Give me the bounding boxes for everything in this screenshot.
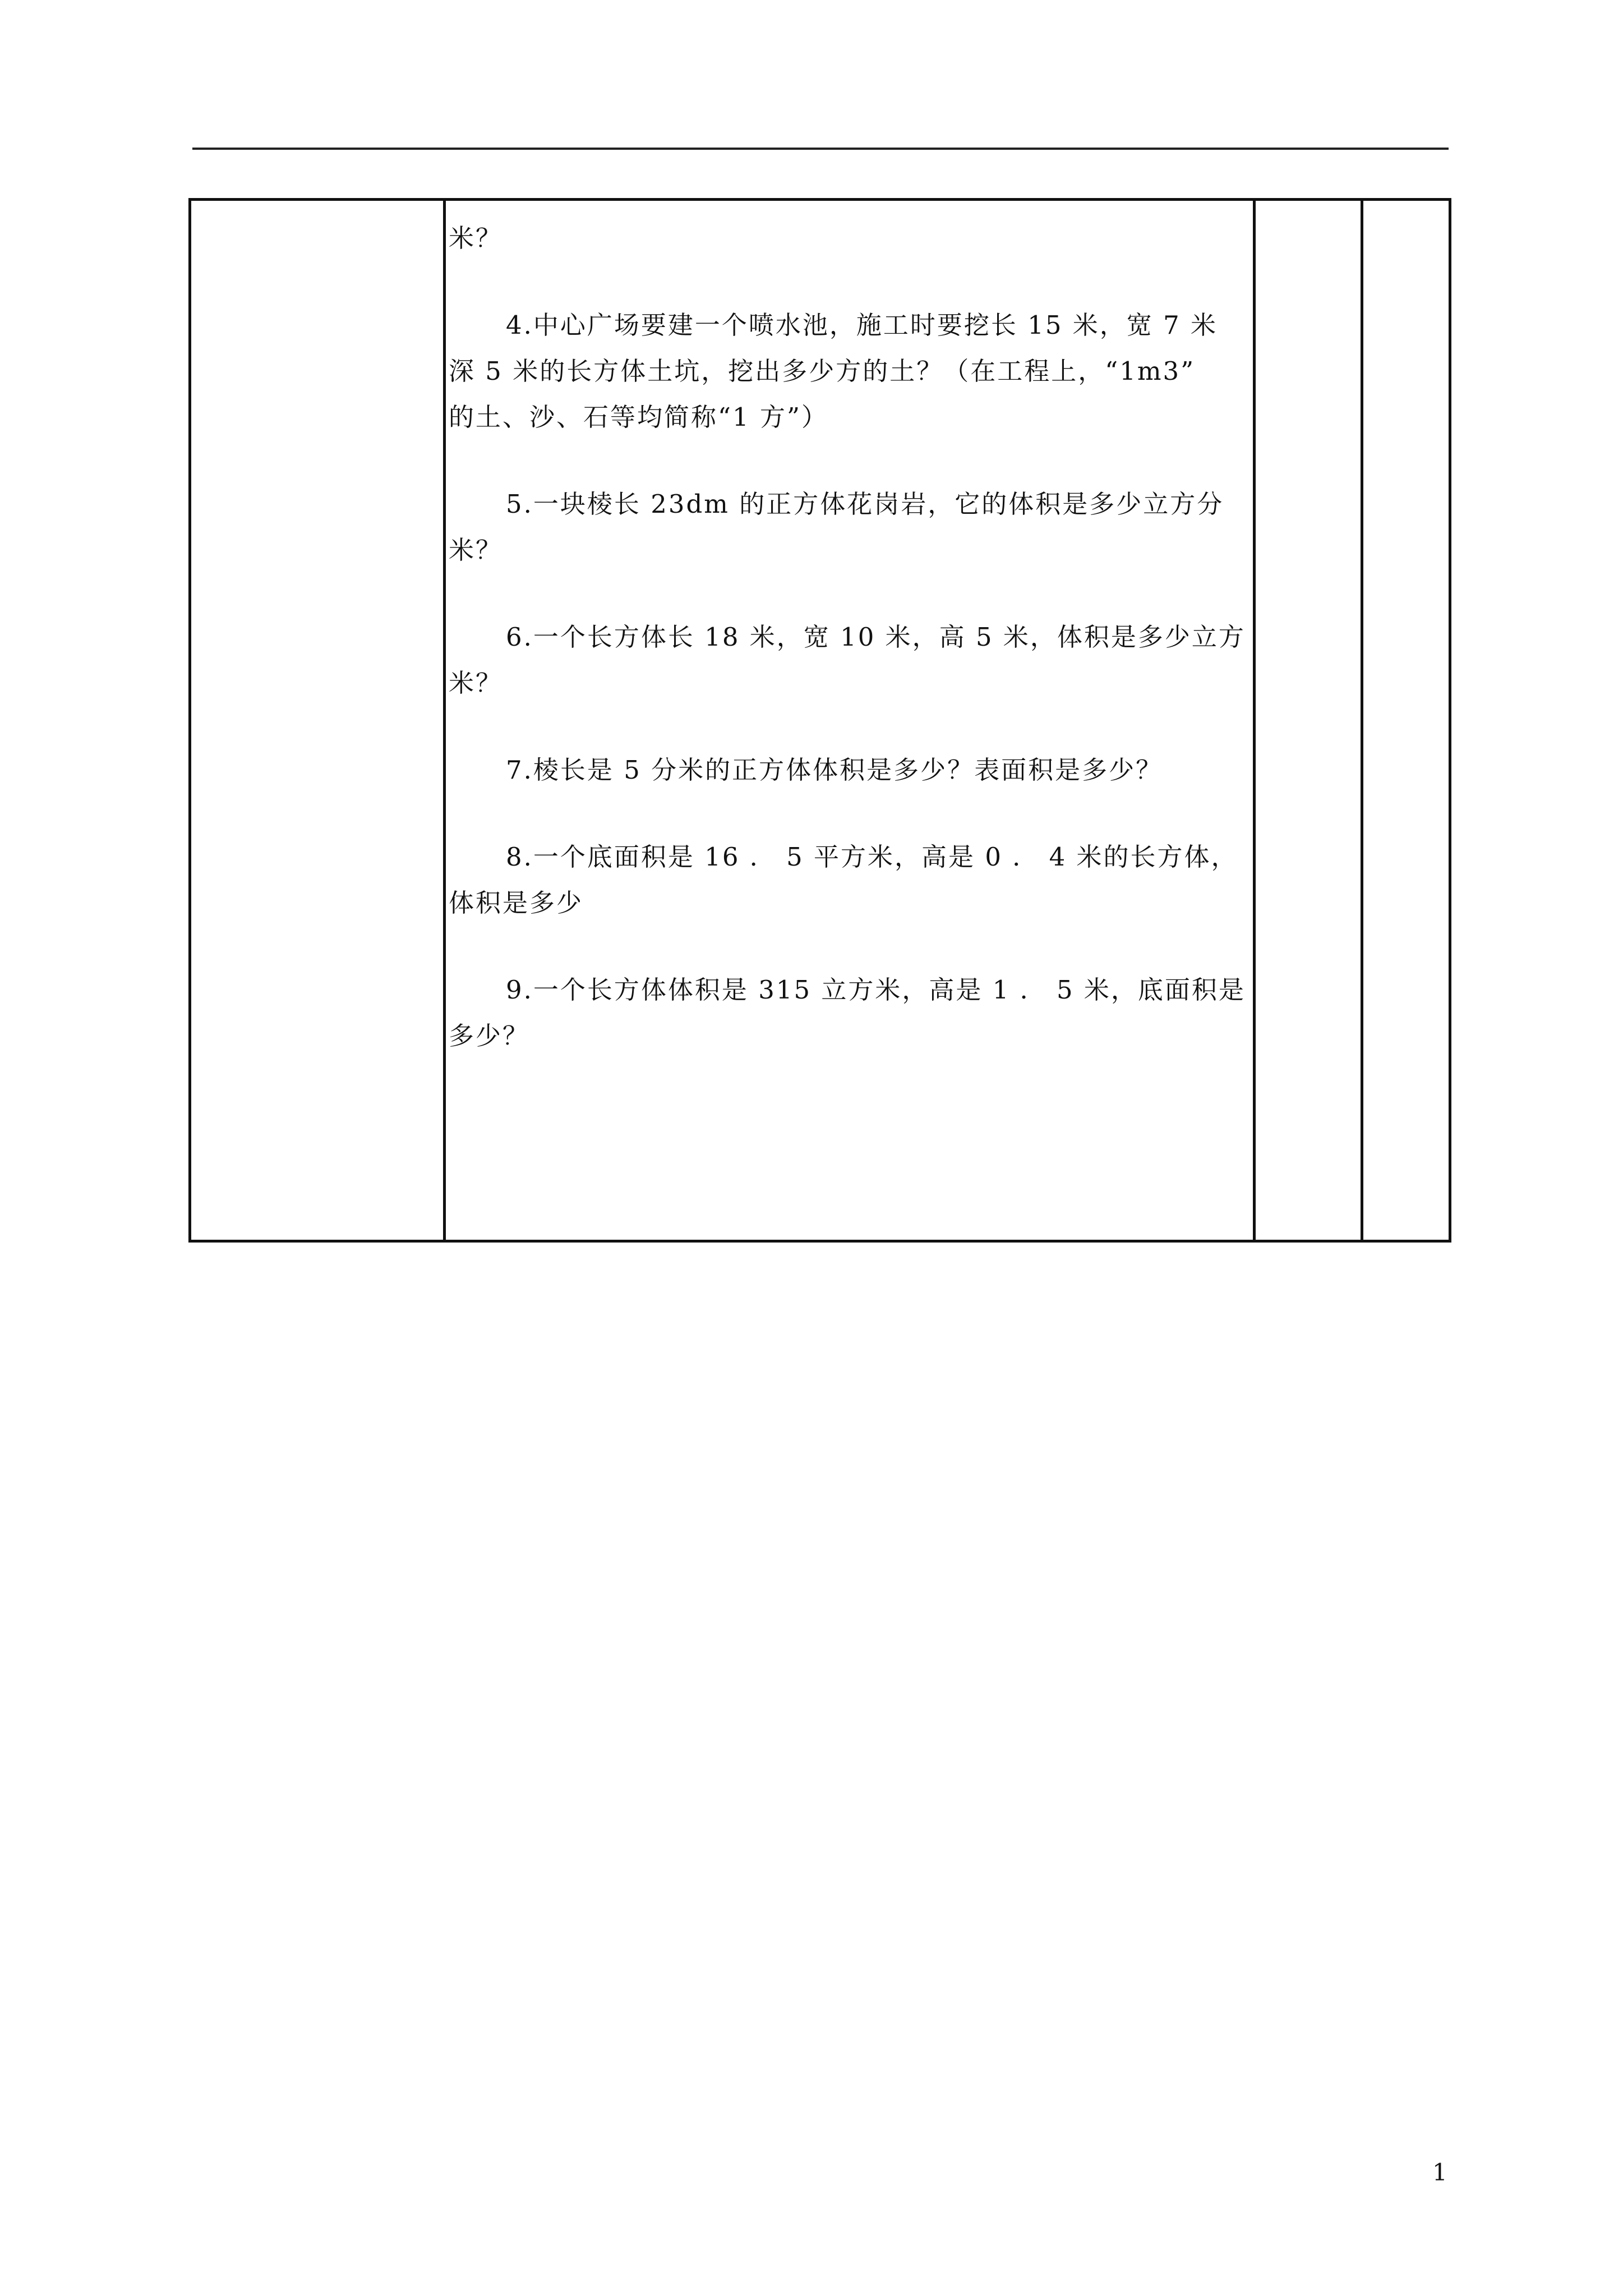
page-number: 1: [1432, 2159, 1447, 2186]
header-rule: [192, 148, 1449, 150]
column-divider-1: [443, 201, 446, 1240]
problem-7-line-1: 7.棱长是 5 分米的正方体体积是多少？表面积是多少？: [506, 755, 1163, 785]
continuation-line: 米？: [449, 223, 503, 253]
problem-5-line-2: 米？: [449, 535, 503, 565]
problem-6-line-2: 米？: [449, 668, 503, 698]
problem-6-line-1: 6.一个长方体长 18 米，宽 10 米，高 5 米，体积是多少立方: [506, 622, 1246, 652]
problem-8-line-1: 8.一个底面积是 16 ． 5 平方米，高是 0 ． 4 米的长方体，: [506, 842, 1238, 872]
lesson-table: [188, 198, 1451, 1243]
problem-4-line-3: 的土、沙、石等均简称“1 方”）: [449, 402, 828, 432]
problem-4-line-1: 4.中心广场要建一个喷水池，施工时要挖长 15 米，宽 7 米: [506, 310, 1218, 340]
problem-9-line-2: 多少？: [449, 1021, 530, 1051]
column-divider-2: [1253, 201, 1256, 1240]
problem-8-line-2: 体积是多少: [449, 888, 584, 918]
exercise-cell: [449, 215, 1248, 1059]
problem-4-line-2: 深 5 米的长方体土坑，挖出多少方的土？（在工程上，“1m3”: [449, 356, 1196, 386]
problem-5-line-1: 5.一块棱长 23dm 的正方体花岗岩，它的体积是多少立方分: [506, 489, 1224, 519]
problem-9-line-1: 9.一个长方体体积是 315 立方米，高是 1 ． 5 米，底面积是: [506, 975, 1246, 1005]
column-divider-3: [1361, 201, 1363, 1240]
